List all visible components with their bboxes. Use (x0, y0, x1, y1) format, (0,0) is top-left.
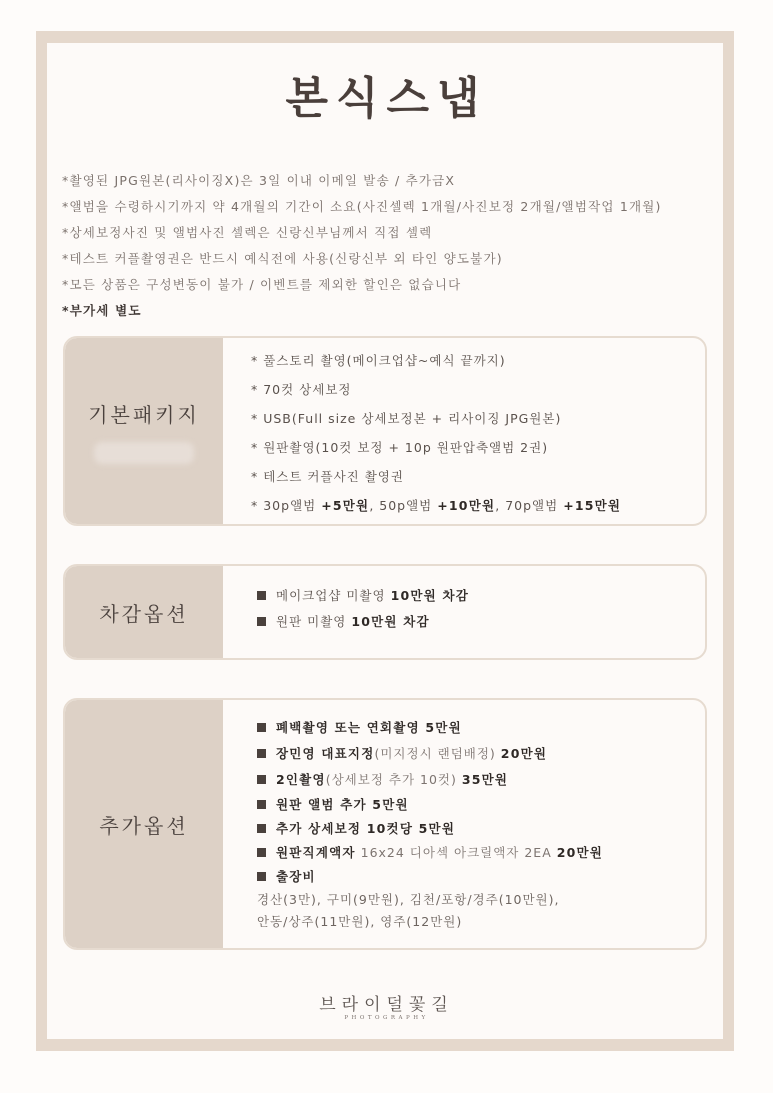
album-70-price: +15만원 (563, 498, 622, 513)
travel-fee-line: 경산(3만), 구미(9만원), 김천/포항/경주(10만원), (257, 892, 560, 907)
basic-item: * 테스트 커플사진 촬영권 (251, 469, 404, 484)
extra-item: 추가 상세보정 10컷당 5만원 (257, 817, 695, 841)
square-bullet-icon (257, 749, 266, 758)
extra-item: 원판 앨범 추가 5만원 (257, 793, 695, 817)
brand-logo-subtitle: PHOTOGRAPHY (344, 1015, 429, 1021)
deduct-options-label-panel (65, 566, 223, 658)
basic-package-box (63, 336, 707, 526)
basic-package-label: 기본패키지 (88, 402, 200, 427)
blurred-price (94, 442, 194, 464)
album-50-price: +10만원 (437, 498, 496, 513)
square-bullet-icon (257, 591, 266, 600)
deduct-options-items (257, 583, 695, 635)
deduct-options-label: 차감옵션 (99, 601, 189, 626)
square-bullet-icon (257, 617, 266, 626)
album-option-item (251, 491, 695, 520)
extra-item: 원판직계액자 16x24 디아섹 아크릴액자 2EA 20만원 (257, 841, 695, 865)
deduct-item: 메이크업샵 미촬영 10만원 차감 (257, 583, 695, 609)
square-bullet-icon (257, 848, 266, 857)
note-item: *모든 상품은 구성변동이 불가 / 이벤트를 제외한 할인은 없습니다 (62, 277, 462, 292)
note-item: *상세보정사진 및 앨범사진 셀렉은 신랑신부님께서 직접 셀렉 (62, 225, 433, 240)
extra-item: 2인촬영(상세보정 추가 10컷) 35만원 (257, 767, 695, 793)
extra-item: 출장비 (257, 865, 695, 889)
brand-logo: 브라이덜꽃길 (319, 995, 454, 1015)
note-item: *앨범을 수령하시기까지 약 4개월의 기간이 소요(사진셀렉 1개월/사진보정 2개월/앨범작업 1개월) (62, 199, 662, 214)
extra-item: 장민영 대표지정(미지정시 랜덤배정) 20만원 (257, 741, 695, 767)
extra-options-items (257, 715, 695, 933)
album-70: , 70p앨범 (495, 498, 564, 513)
deduct-options-box (63, 564, 707, 660)
extra-options-box (63, 698, 707, 950)
basic-item: * USB(Full size 상세보정본 + 리사이징 JPG원본) (251, 411, 562, 426)
basic-item: * 원판촬영(10컷 보정 + 10p 원판압축앨범 2권) (251, 440, 549, 455)
album-30-price: +5만원 (321, 498, 370, 513)
extra-options-label: 추가옵션 (99, 813, 189, 838)
extra-item: 폐백촬영 또는 연회촬영 5만원 (257, 715, 695, 741)
vat-note: *부가세 별도 (62, 303, 142, 318)
basic-package-items (251, 346, 695, 520)
square-bullet-icon (257, 824, 266, 833)
note-item: *테스트 커플촬영권은 반드시 예식전에 사용(신랑신부 외 타인 양도불가) (62, 251, 503, 266)
travel-fee-line: 안동/상주(11만원), 영주(12만원) (257, 914, 463, 929)
basic-item: * 풀스토리 촬영(메이크업샵~예식 끝까지) (251, 353, 506, 368)
square-bullet-icon (257, 775, 266, 784)
deduct-item: 원판 미촬영 10만원 차감 (257, 609, 695, 635)
extra-options-label-panel (65, 700, 223, 948)
notes-list (62, 170, 722, 326)
page-title: 본식스냅 (285, 73, 488, 124)
square-bullet-icon (257, 872, 266, 881)
square-bullet-icon (257, 723, 266, 732)
album-50: , 50p앨범 (369, 498, 438, 513)
basic-package-label-panel (65, 338, 223, 524)
note-item: *촬영된 JPG원본(리사이징X)은 3일 이내 이메일 발송 / 추가금X (62, 173, 456, 188)
square-bullet-icon (257, 800, 266, 809)
basic-item: * 70컷 상세보정 (251, 382, 352, 397)
album-30: * 30p앨범 (251, 498, 322, 513)
